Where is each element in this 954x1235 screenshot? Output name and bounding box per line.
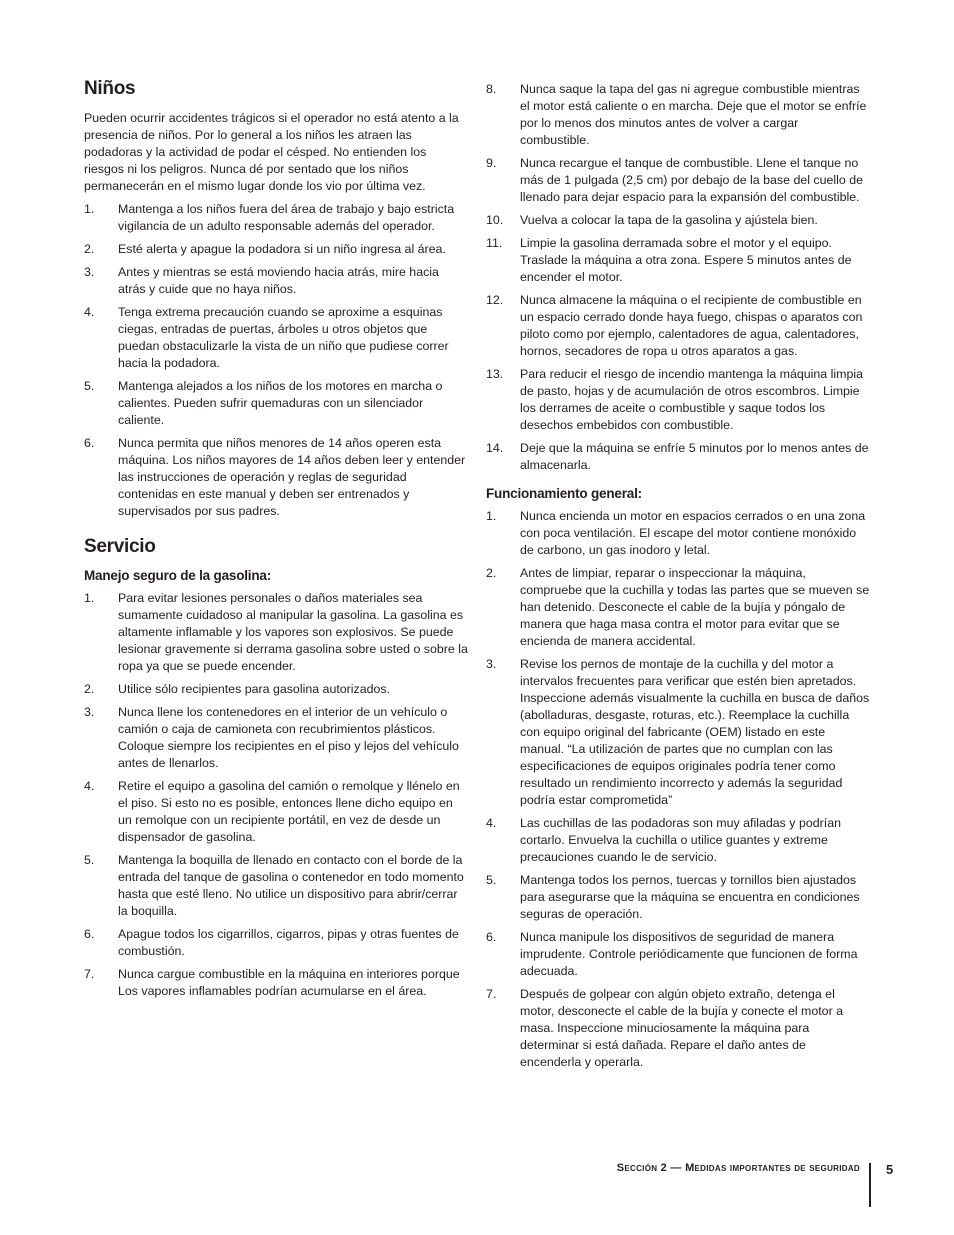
item-text: Nunca recargue el tanque de combustible. Llene el tanque no más de 1 pulgada (2,5 cm) por debajo de la base del cuello de llenado para dejar espacio para la expansión del combustible.	[520, 156, 864, 204]
item-text: Antes y mientras se está moviendo hacia atrás, mire hacia atrás y cuide que no haya niños.	[118, 265, 439, 296]
item-text: Limpie la gasolina derramada sobre el motor y el equipo. Traslade la máquina a otra zona. Espere 5 minutos antes de encender el motor.	[520, 236, 852, 284]
servicio-heading: Servicio	[84, 536, 156, 557]
item-text: Nunca cargue combustible en la máquina en interiores porque Los vapores inflamables podrían acumularse en el área.	[118, 967, 460, 998]
list-item	[84, 704, 468, 772]
item-number: 4.	[84, 779, 95, 793]
list-item	[84, 966, 468, 1000]
item-number: 1.	[486, 509, 497, 523]
ninos-heading: Niños	[84, 78, 136, 99]
item-number: 12.	[486, 293, 504, 307]
item-number: 6.	[84, 927, 95, 941]
item-text: Revise los pernos de montaje de la cuchilla y del motor a intervalos frecuentes para verificar que estén bien apretados. Inspeccione además visualmente la cuchilla en busca de daños (abolladuras, desgaste, roturas, etc.). Reemplace la cuchilla con equipo original del fabricante (OEM) listado en este manual. “La utilización de partes que no cumplan con las especificaciones de equipos originales podría tener como resultado un rendimiento incorrecto y además la seguridad podría estar comprometida”	[520, 657, 870, 807]
item-text: Para evitar lesiones personales o daños materiales sea sumamente cuidadoso al manipular la gasolina. La gasolina es altamente inflamable y los vapores son explosivos. Se puede lesionar gravemente si derrama gasolina sobre usted o sobre la ropa ya que se puede encender.	[118, 591, 468, 673]
item-text: Nunca encienda un motor en espacios cerrados o en una zona con poca ventilación. El escape del motor contiene monóxido de carbono, un gas inodoro y letal.	[520, 509, 866, 557]
list-item	[486, 292, 870, 360]
item-text: Vuelva a colocar la tapa de la gasolina y ajústela bien.	[520, 213, 818, 227]
item-number: 14.	[486, 441, 504, 455]
list-item	[486, 440, 870, 474]
item-number: 4.	[486, 816, 497, 830]
list-item	[486, 986, 870, 1071]
list-item	[486, 81, 870, 149]
item-text: Después de golpear con algún objeto extraño, detenga el motor, desconecte el cable de la bujía y conecte el motor a masa. Inspeccione minuciosamente la máquina para determinar si está dañada. Repare el daño antes de encenderla y operarla.	[520, 987, 844, 1069]
list-item	[486, 212, 870, 229]
item-text: Mantenga alejados a los niños de los motores en marcha o calientes. Pueden sufrir quemaduras con un silenciador caliente.	[118, 379, 443, 427]
list-item	[84, 201, 468, 235]
item-number: 3.	[486, 657, 497, 671]
item-text: Para reducir el riesgo de incendio mantenga la máquina limpia de pasto, hojas y de acumulación de otros escombros. Limpie los derrames de aceite o combustible y saque todos los desechos embebidos con combustible.	[520, 367, 864, 432]
item-number: 7.	[84, 967, 95, 981]
item-number: 1.	[84, 202, 95, 216]
item-text: Nunca almacene la máquina o el recipiente de combustible en un espacio cerrado donde haya fuego, chispas o aparatos con piloto como por ejemplo, calentadores de agua, calentadores, hornos, secadores de ropa u otros aparatos a gas.	[520, 293, 863, 358]
item-number: 4.	[84, 305, 95, 319]
item-number: 5.	[486, 873, 497, 887]
item-text: Utilice sólo recipientes para gasolina autorizados.	[118, 682, 391, 696]
item-text: Nunca saque la tapa del gas ni agregue combustible mientras el motor está caliente o en marcha. Deje que el motor se enfríe por lo menos dos minutos antes de volver a cargar combustible.	[520, 82, 867, 147]
item-text: Nunca manipule los dispositivos de seguridad de manera imprudente. Controle periódicamente que funcionen de forma adecuada.	[520, 930, 858, 978]
list-item	[84, 435, 468, 520]
item-number: 5.	[84, 853, 95, 867]
item-number: 2.	[84, 242, 95, 256]
gasolina-list-continued	[486, 81, 870, 474]
funcionamiento-subheading: Funcionamiento general:	[486, 486, 642, 501]
item-text: Esté alerta y apague la podadora si un niño ingresa al área.	[118, 242, 446, 256]
list-item	[486, 656, 870, 809]
item-number: 7.	[486, 987, 497, 1001]
item-number: 3.	[84, 705, 95, 719]
right-column	[486, 81, 870, 1077]
item-text: Apague todos los cigarrillos, cigarros, pipas y otras fuentes de combustión.	[118, 927, 459, 958]
funcionamiento-list	[486, 508, 870, 1071]
footer-divider	[869, 1163, 871, 1207]
gasolina-subheading: Manejo seguro de la gasolina:	[84, 568, 271, 583]
list-item	[84, 378, 468, 429]
item-text: Nunca llene los contenedores en el interior de un vehículo o camión o caja de camioneta con recubrimientos plásticos. Coloque siempre los recipientes en el piso y lejos del vehículo antes de llenarlos.	[118, 705, 459, 770]
item-number: 2.	[84, 682, 95, 696]
list-item	[486, 366, 870, 434]
item-number: 9.	[486, 156, 497, 170]
item-text: Tenga extrema precaución cuando se aproxime a esquinas ciegas, entradas de puertas, árboles u otros objetos que puedan obstaculizarle la vista de un niño que pudiese correr hacia la podadora.	[118, 305, 449, 370]
item-text: Mantenga la boquilla de llenado en contacto con el borde de la entrada del tanque de gasolina o contenedor en todo momento hasta que esté lleno. No utilice un dispositivo para abrir/cerrar la boquilla.	[118, 853, 464, 918]
item-text: Antes de limpiar, reparar o inspeccionar la máquina, compruebe que la cuchilla y todas las partes que se mueven se han detenido. Desconecte el cable de la bujía y póngalo de manera que haga masa contra el motor para evitar que se encienda de manera accidental.	[520, 566, 870, 648]
list-item	[486, 508, 870, 559]
item-number: 5.	[84, 379, 95, 393]
gasolina-list	[84, 590, 468, 1000]
ninos-intro: Pueden ocurrir accidentes trágicos si el operador no está atento a la presencia de niños. Por lo general a los niños les atraen las podadoras y la actividad de podar el césped. No entienden los riesgos ni los peligros. Nunca dé por sentado que los niños permanecerán en el mismo lugar donde los vio por última vez.	[84, 111, 459, 193]
item-text: Deje que la máquina se enfríe 5 minutos por lo menos antes de almacenarla.	[520, 441, 869, 472]
item-text: Mantenga todos los pernos, tuercas y tornillos bien ajustados para asegurarse que la máquina se encuentra en condiciones seguras de operación.	[520, 873, 860, 921]
list-item	[84, 681, 468, 698]
left-column	[84, 78, 468, 1006]
section-footer	[540, 1162, 860, 1174]
item-number: 13.	[486, 367, 504, 381]
list-item	[486, 565, 870, 650]
list-item	[84, 590, 468, 675]
list-item	[486, 929, 870, 980]
item-number: 8.	[486, 82, 497, 96]
item-text: Las cuchillas de las podadoras son muy afiladas y podrían cortarlo. Envuelva la cuchilla o utilice guantes y extreme precauciones cuando le de servicio.	[520, 816, 841, 864]
item-number: 10.	[486, 213, 504, 227]
item-number: 2.	[486, 566, 497, 580]
list-item	[486, 815, 870, 866]
list-item	[486, 155, 870, 206]
list-item	[486, 872, 870, 923]
list-item	[84, 241, 468, 258]
list-item	[84, 852, 468, 920]
list-item	[84, 304, 468, 372]
list-item	[486, 235, 870, 286]
page-number: 5	[886, 1162, 894, 1177]
item-text: Retire el equipo a gasolina del camión o remolque y llénelo en el piso. Si esto no es posible, entonces llene dicho equipo en un remolque con un recipiente portátil, en vez de desde un dispensador de gasolina.	[118, 779, 460, 844]
list-item	[84, 264, 468, 298]
item-number: 11.	[486, 236, 503, 250]
item-number: 3.	[84, 265, 95, 279]
item-number: 6.	[84, 436, 95, 450]
item-number: 6.	[486, 930, 497, 944]
list-item	[84, 778, 468, 846]
section-footer-label: Sección 2 — Medidas importantes de seguridad	[616, 1162, 860, 1174]
list-item	[84, 926, 468, 960]
ninos-list	[84, 201, 468, 520]
item-number: 1.	[84, 591, 95, 605]
item-text: Mantenga a los niños fuera del área de trabajo y bajo estricta vigilancia de un adulto responsable además del operador.	[118, 202, 455, 233]
item-text: Nunca permita que niños menores de 14 años operen esta máquina. Los niños mayores de 14 años deben leer y entender las instrucciones de operación y reglas de seguridad contenidas en este manual y deben ser entrenados y supervisados por sus padres.	[118, 436, 466, 518]
